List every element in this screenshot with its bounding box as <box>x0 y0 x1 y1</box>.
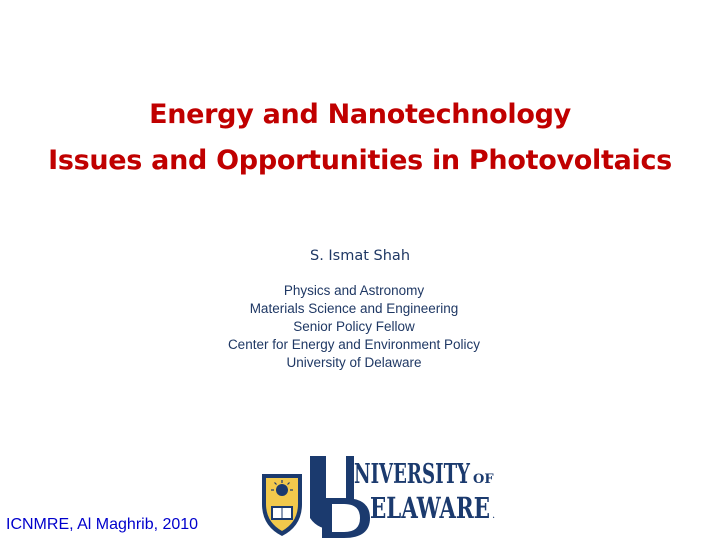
logo-word-of: OF <box>473 472 494 487</box>
shield-icon <box>262 474 302 536</box>
affiliation-list <box>0 282 708 372</box>
slide-title <box>0 92 720 184</box>
affiliation-line: Materials Science and Engineering <box>249 301 459 316</box>
affiliation-line: Senior Policy Fellow <box>293 319 415 334</box>
author-name: S. Ismat Shah <box>309 248 411 264</box>
affiliation-line: Center for Energy and Environment Policy <box>227 337 481 352</box>
affiliation-line: Physics and Astronomy <box>283 283 425 298</box>
title-line-1: Energy and Nanotechnology <box>149 99 571 130</box>
logo-trademark: . <box>492 510 496 521</box>
conference-label: ICNMRE, Al Maghrib, 2010 <box>6 516 199 533</box>
title-line-2: Issues and Opportunities in Photovoltaics <box>48 145 672 176</box>
logo-word-delaware: ELAWARE <box>370 491 490 525</box>
logo-word-university: NIVERSITY <box>354 459 471 490</box>
university-of-delaware-logo <box>258 452 508 540</box>
affiliation-line: University of Delaware <box>286 355 422 370</box>
